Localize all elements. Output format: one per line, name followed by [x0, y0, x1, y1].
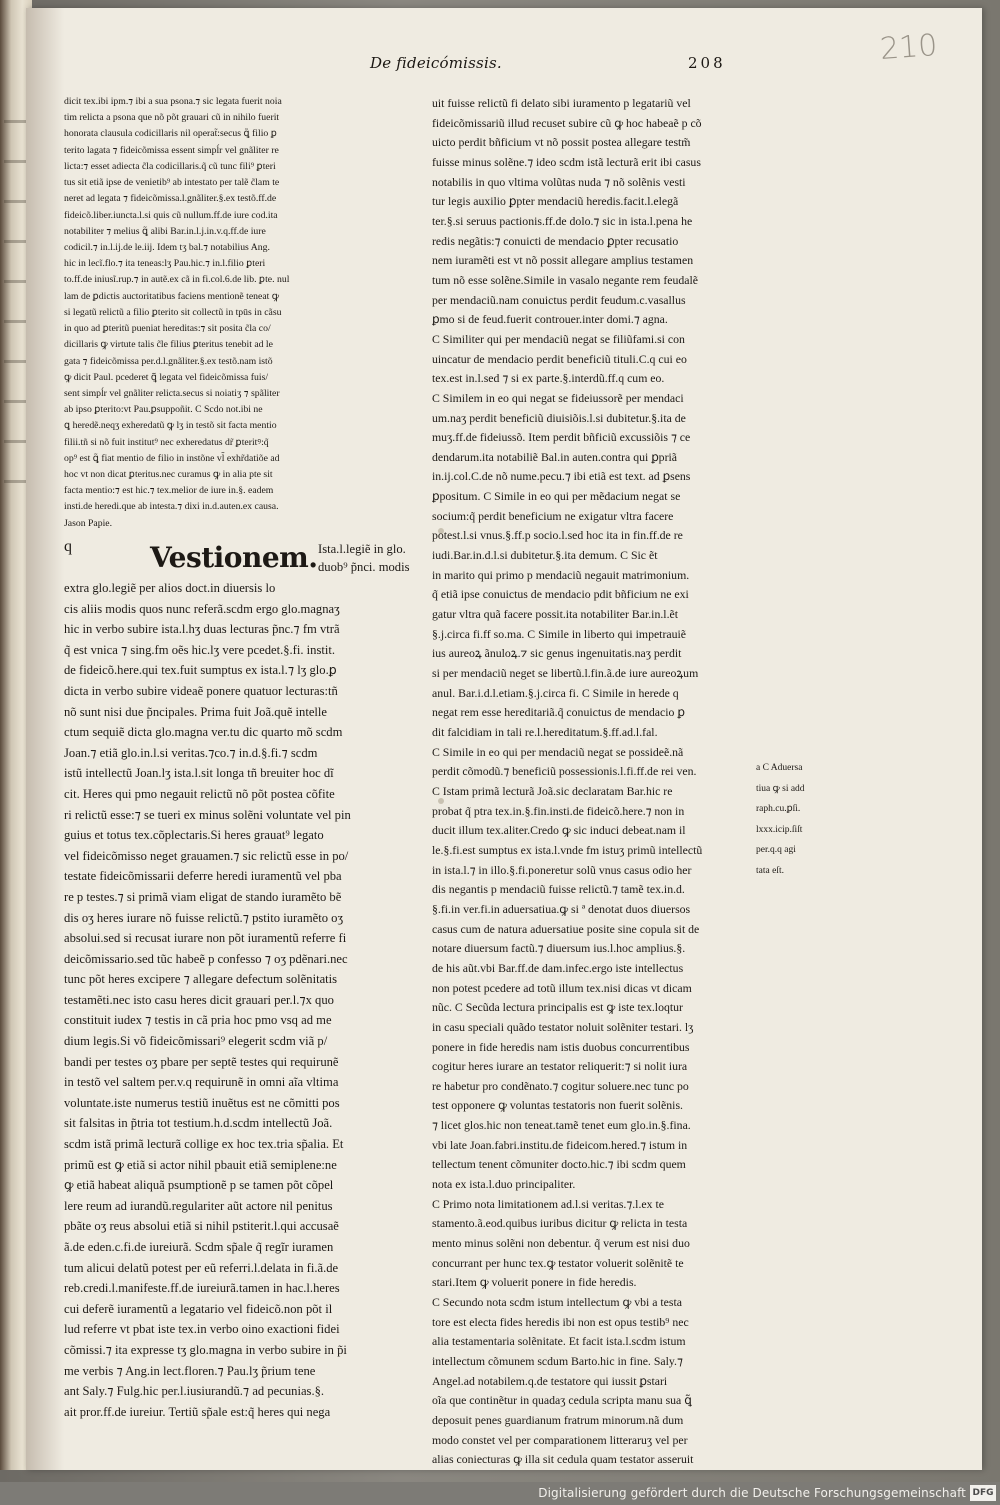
text-line: ꝑmo si de feud.fuerit controuer.inter domi.⁊ agna.: [432, 312, 668, 327]
text-line: oĩa que continẽtur in quadaʒ cedula scripta manu sua ꝗ̃: [432, 1393, 692, 1408]
text-line: sit falsitas in p̃tria tot testium.h.d.scdm intellectũ Joã.: [64, 1116, 333, 1131]
text-line: absolui.sed si recusat iurare non põt iuramentũ referre fi: [64, 931, 347, 946]
text-line: ꝙ dicit Paul. pcederet ꝗ̃ legata vel fideicõmissa fuis/: [64, 371, 269, 383]
text-line: le.§.fi.est sumptus ex ista.l.vnde fm istuʒ primũ intellectũ: [432, 842, 703, 857]
text-line: probat q̃ ptra tex.in.§.fin.insti.de fideicõ.here.⁊ non in: [432, 803, 685, 818]
text-line: me verbis ⁊ Ang.in lect.floren.⁊ Pau.lʒ p̃rium tene: [64, 1363, 316, 1378]
text-line: C Istam primã lecturã Joã.sic declaratam Bar.hic re: [432, 783, 673, 798]
text-line: cogitur heres iurare an testator reliquerit:⁊ si nolit iura: [432, 1059, 688, 1074]
text-line: tore est electa fides heredis ibi non est opus testib⁹ nec: [432, 1314, 689, 1329]
text-line: de his aũt.vbi Bar.ff.de dam.infec.ergo iste intellectus: [432, 960, 684, 975]
text-line: guius et totus tex.cõplectaris.Si heres grauat⁹ legato: [64, 828, 324, 843]
text-line: q̃ etiã ipse conuictus de mendacio pdit bñficium ne exi: [432, 587, 689, 602]
text-line: hic in verbo subire ista.l.hʒ duas lecturas p̃nc.⁊ fm vtrã: [64, 622, 340, 637]
text-line: ꝙ etiã habeat aliquã psumptionẽ p se tamen põt cõpel: [64, 1178, 334, 1193]
text-line: C Simile in eo qui per mendaciũ negat se possideẽ.nã: [432, 744, 684, 759]
text-line: mento minus solẽni non debentur. q̃ verum est nisi duo: [432, 1236, 690, 1251]
text-line: dicit tex.ibi ipm.⁊ ibi a sua psona.⁊ sic legata fuerit noia: [64, 96, 282, 107]
text-line: fideicõmissariũ illud recuset subire cũ ꝙ hoc habeaẽ p cõ: [432, 115, 702, 130]
text-line: modo constet vel per comparationem litteraruʒ vel per: [432, 1432, 688, 1447]
text-line: gata ⁊ fideicõmissa per.d.l.gnãliter.§.ex testõ.nam istõ: [64, 355, 273, 367]
text-line: alia testamentaria solẽnitate. Et facit ista.l.scdm istum: [432, 1334, 686, 1349]
text-line: filii.tñ si nõ fuit institut⁹ nec exheredatus dr̃ ꝑteritꝰ:q̃: [64, 436, 269, 448]
text-line: dendarum.ita notabiliẽ Bal.in auten.contra qui ꝑpriã: [432, 449, 677, 464]
text-line: nota ex ista.l.duo principaliter.: [432, 1177, 576, 1192]
text-line: pbãte oʒ reus absolui etiã si nihil pstiterit.l.qui accusaẽ: [64, 1219, 339, 1234]
text-line: ab ipso ꝑterito:vt Pau.ꝑsuppoñit. C Scdo not.ibi ne: [64, 404, 263, 416]
text-line: nem iuramẽti est vt nõ possit allegare amplius testamen: [432, 253, 694, 268]
text-line: C Primo nota limitationem ad.l.si veritas.⁊.l.ex te: [432, 1196, 664, 1211]
text-line: primũ est ꝙ etiã si actor nihil pbauit etiã semiplene:ne: [64, 1157, 337, 1172]
text-line: ius aureoꝝ ãnuloꝝ.⁊ sic genus ingenuitatis.naʒ perdit: [432, 646, 682, 661]
text-line: tum nõ esse solẽne.Simile in vasalo negante rem feudalẽ: [432, 272, 698, 287]
text-line: hic in lecĩ.flo.⁊ ita teneas:lʒ Pau.hic.⁊ in.l.filio ꝑteri: [64, 258, 266, 270]
text-line: tunc põt heres excipere ⁊ allegare defectum solẽnitatis: [64, 972, 338, 987]
text-line: socium:q̃ perdit beneficium ne exigatur vltra facere: [432, 508, 674, 523]
text-line: vel fideicõmisso neget grauamen.⁊ sic relictũ esse in po/: [64, 848, 349, 863]
text-line: bandi per testes oʒ pbare per septẽ testes qui requirunẽ: [64, 1054, 339, 1069]
text-line: dium legis.Si võ fideicõmissari⁹ elegerit scdm viã p/: [64, 1034, 328, 1049]
text-line: in marito qui primo p mendaciũ negauit matrimonium.: [432, 567, 690, 582]
text-line: in quo ad ꝑteritũ pueniat hereditas:⁊ sit posita c̃la co/: [64, 323, 271, 335]
text-line: scdm istã primã lecturã collige ex hoc tex.tria sp̃alia. Et: [64, 1137, 344, 1152]
text-line: sent simpĺr vel gnãliter relicta.secus si noiatiʒ ⁊ spãliter: [64, 387, 280, 399]
text-line: si per mendaciũ neget se libertũ.l.fin.ã.de iure aureoꝝum: [432, 666, 699, 681]
text-line: ⁊ licet glos.hic non teneat.tamẽ tenet eum glo.in.§.fina.: [432, 1118, 691, 1133]
text-line: tus sit etiã ipse de venietib⁹ ab intestato per talẽ c̃lam te: [64, 177, 280, 189]
text-line: negat rem esse hereditariã.q̃ conuictus de mendacio ꝑ: [432, 705, 685, 720]
text-line: §.fi.in ver.fi.in aduersatiua.ꝙ si ª denotat duos diuersos: [432, 901, 691, 916]
text-line: tata eſt.: [756, 865, 784, 876]
text-line: a C Aduersa: [756, 763, 803, 773]
text-line: fideicõ.liber.iuncta.l.si quis cũ nullum.ff.de iure cod.ita: [64, 209, 278, 221]
text-line: honorata clausula codicillaris nil operat̃:secus ꝗ̃ filio ꝑ: [64, 128, 277, 140]
guide-letter: q: [64, 538, 72, 555]
text-line: in.ij.col.C.de nõ nume.pecu.⁊ ibi etiã est text. ad ꝑsens: [432, 469, 691, 484]
text-line: reb.credi.l.manifeste.ff.de iureiurã.tamen in hac.l.heres: [64, 1281, 340, 1296]
text-line: ꝑpositum. C Simile in eo qui per mẽdacium negat se: [432, 489, 681, 504]
text-line: uit fuisse relictũ fi delato sibi iuramento p legatariũ vel: [432, 96, 691, 110]
text-line: intellectum cõmunem scdum Barto.hic in fine. Saly.⁊: [432, 1354, 683, 1368]
text-line: cit. Heres qui pmo negauit relictũ nõ põt postea cõfite: [64, 786, 335, 801]
text-line: vbi late Joan.fabri.institu.de fideicom.hered.⁊ istum in: [432, 1137, 688, 1152]
text-line: ter.§.si seruus pactionis.ff.de dolo.⁊ sic in ista.l.pena he: [432, 213, 693, 228]
pencil-folio-number: 210: [878, 28, 939, 67]
text-line: perdit cõmodũ.⁊ beneficiũ possessionis.l.fi.ff.de rei ven.: [432, 764, 697, 779]
text-line: deposuit penes guardianum fratrum minorum.nã dum: [432, 1412, 684, 1427]
text-line: uincatur de mendacio perdit beneficiũ tituli.C.q cui eo: [432, 351, 687, 366]
text-line: um.naʒ perdit beneficiũ diuisiõis.l.si dubitetur.§.ita de: [432, 410, 686, 425]
text-line: op⁹ est ꝗ̃ fiat mentio de filio in instõne vl̃ exhr̃datiõe ad: [64, 452, 280, 464]
text-line: per mendaciũ.nam conuictus perdit feudum.c.vasallus: [432, 292, 686, 307]
initial-word: Vestionem.: [150, 541, 318, 574]
text-line: testate fideicõmissarii deferre heredi iuramentũ vel pba: [64, 869, 342, 884]
text-line: neret ad legata ⁊ fideicõmissa.l.gnãliter.§.ex testõ.ff.de: [64, 193, 277, 205]
text-line: lud referre vt pbat iste tex.in verbo oino exactioni fidei: [64, 1322, 340, 1337]
text-line: ait pror.ff.de iureiur. Tertiũ sp̃ale est:q̃ heres qui nega: [64, 1404, 331, 1419]
text-line: licta:⁊ esset adiecta c̃la codicillaris.q̃ cũ tunc fili⁹ ꝑteri: [64, 160, 276, 172]
text-line: ducit illum tex.aliter.Credo ꝙ sic induci debeat.nam il: [432, 823, 686, 838]
text-line: redis negãtis:⁊ conuicti de mendacio ꝑpter recusatio: [432, 233, 679, 248]
text-line: alias coniecturas ꝙ illa sit cedula quam testator asseruit: [432, 1452, 694, 1467]
text-line: dicillaris ꝙ virtute talis c̃le filius ꝑteritus tenebit ad le: [64, 339, 273, 351]
text-line: ã.de eden.c.fi.de iureiurã. Scdm sp̃ale q̃ regĩr iuramen: [64, 1240, 334, 1254]
folio-number: 208: [688, 54, 726, 72]
text-line: uicto perdit bñficium vt nõ possit postea allegare testm̃: [432, 135, 691, 150]
text-line: deicõmissario.sed tũc habeẽ p confesso ⁊ oʒ pdẽnari.nec: [64, 951, 348, 966]
text-line: testamẽti.nec isto casu heres dicit grauari per.l.⁊x quo: [64, 992, 334, 1007]
text-line: stamento.ã.eod.quibus iuribus dicitur ꝙ relicta in testa: [432, 1216, 688, 1231]
text-line: ri relictũ esse:⁊ se tueri ex minus solẽni voluntate vel pin: [64, 807, 351, 822]
right-text-column: [432, 94, 772, 1470]
text-line: cui deferẽ iuramentũ a legatario vel fideicõ.non põt il: [64, 1301, 333, 1316]
text-line: extra glo.legiẽ per alios doct.in diuersis lo: [64, 581, 276, 595]
text-line: lere reum ad iurandũ.regulariter aũt actore nil penitus: [64, 1198, 333, 1213]
dfg-logo: DFG: [970, 1485, 996, 1501]
text-line: Joan.⁊ etiã glo.in.l.si veritas.⁊co.⁊ in.d.§.fi.⁊ scdm: [64, 745, 318, 760]
text-line: de fideicõ.here.qui tex.fuit sumptus ex ista.l.⁊ lʒ glo.ꝑ: [64, 663, 337, 678]
text-line: notabiliter ⁊ melius ꝗ̃ alibi Bar.in.l.j.in.v.q.ff.de iure: [64, 225, 266, 237]
text-line: voluntate.iste numerus testiũ inuẽtus est ne cõmitti pos: [64, 1095, 340, 1110]
text-line: dis oʒ heres iurare nõ fuisse relictũ.⁊ pstito iuramẽto oʒ: [64, 910, 344, 925]
text-line: nũc. C Secũda lectura principalis est ꝙ iste tex.loqtur: [432, 1000, 683, 1015]
text-line: in casu speciali quãdo testator noluit solẽniter testari. lʒ: [432, 1019, 694, 1034]
text-line: cõmissi.⁊ ita expresse tʒ glo.magna in verbo subire in p̃i: [64, 1342, 347, 1357]
text-line: stari.Item ꝙ voluerit ponere in fide heredis.: [432, 1275, 637, 1290]
text-line: tum alicui delatũ potest per eũ referri.l.delata in fi.ã.de: [64, 1260, 339, 1275]
text-line: cis aliis modis quos nunc referã.scdm ergo glo.magnaʒ: [64, 601, 340, 616]
text-line: per.q.q agi: [756, 845, 796, 856]
text-line: nõ sunt nisi due p̃ncipales. Prima fuit Joã.quẽ intelle: [64, 704, 328, 719]
marginal-note: [756, 762, 826, 886]
text-line: potest.l.si vnus.§.ff.p socio.l.sed hoc ita in fin.ff.de re: [432, 528, 683, 543]
text-line: C Similiter qui per mendaciũ negat se filiũfami.si con: [432, 331, 685, 346]
text-line: istũ intellectũ Joan.lʒ ista.l.sit longa tñ breuiter hoc dĩ: [64, 766, 334, 781]
text-line: tur legis auxilio ꝑpter mendaciũ heredis.facit.l.elegã: [432, 194, 679, 209]
text-line: codicil.⁊ in.l.ij.de le.iij. Idem tʒ bal.⁊ notabilius Ang.: [64, 241, 270, 253]
text-line: tellectum tenent cõmuniter docto.hic.⁊ ibi scdm quem: [432, 1157, 686, 1172]
text-line: C Similem in eo qui negat se fideiussorẽ per mendaci: [432, 390, 684, 405]
text-line: in ista.l.⁊ in illo.§.fi.poneretur solũ vnus casus odio her: [432, 862, 692, 877]
text-line: casus cum de natura aduersatiue posite sine copula sit de: [432, 921, 700, 936]
text-line: facta mentio:⁊ est hic.⁊ tex.melior de iure in.§. eadem: [64, 485, 274, 497]
text-line: si legatũ relictũ a filio ꝑterito sit collectũ in tpūs in cãsu: [64, 306, 282, 318]
text-line: ꝗ heredẽ.neqʒ exheredatũ ꝙ lʒ in testõ sit facta mentio: [64, 420, 277, 432]
text-line: dit falcidiam in tali re.l.hereditatum.§.ff.ad.l.fal.: [432, 725, 658, 739]
text-line: to.ff.de iniusĩ.rup.⁊ in autẽ.ex cã in fi.col.6.de lib. ꝑte. nul: [64, 274, 290, 286]
text-line: notare diuersum factũ.⁊ diuersum ius.l.hoc amplius.§.: [432, 941, 686, 956]
text-line: §.j.circa fi.ff so.ma. C Simile in liberto qui impetrauiẽ: [432, 626, 687, 641]
text-line: insti.de heredi.que ab intesta.⁊ dixi in.d.auten.ex causa.: [64, 501, 279, 513]
running-title: De fideicómissis.: [370, 54, 502, 72]
text-line: test opponere ꝙ voluntas testatoris non fuerit solẽnis.: [432, 1098, 683, 1113]
text-line: C Secundo nota scdm istum intellectum ꝙ vbi a testa: [432, 1295, 682, 1310]
text-line: Jason Papie.: [64, 517, 113, 529]
text-line: re p testes.⁊ si primã viam eligat de stando iuramẽto bẽ: [64, 889, 342, 904]
text-line: terito lagata ⁊ fideicõmissa essent simpĺr vel gnãliter re: [64, 144, 279, 156]
text-line: fuisse minus solẽne.⁊ ideo scdm istã lecturã erit ibi casus: [432, 154, 701, 169]
text-line: dis negantis p mendaciũ fuisse relictũ.⁊ tamẽ tex.in.d.: [432, 882, 685, 897]
text-line: in testõ vel saltem per.v.q requirunẽ in omni aĩa vltima: [64, 1075, 339, 1090]
text-line: ctum sequiẽ dicta glo.magna ver.tu dic quarto mõ scdm: [64, 725, 343, 740]
text-line: non potest pcedere ad totũ illum tex.nisi dicas vt dicam: [432, 980, 692, 995]
text-line: anul. Bar.i.d.l.etiam.§.j.circa fi. C Simile in herede q: [432, 685, 679, 700]
heading-continuation: [318, 540, 410, 576]
text-line: Angel.ad notabilem.q.de testatore qui iussit ꝑstari: [432, 1373, 668, 1388]
text-line: lxxx.icip.ſiſt: [756, 824, 803, 835]
text-line: dicta in verbo subire videaẽ ponere quatuor lecturas:tñ: [64, 683, 338, 698]
text-line: iudi.Bar.in.d.l.si dubitetur.§.ita demum. C Sic ẽt: [432, 548, 658, 563]
text-line: tiua ꝙ si add: [756, 783, 805, 794]
text-line: gatur vltra quã facere possit.ita notabiliter Bar.in.l.ẽt: [432, 607, 679, 622]
text-line: constituit iudex ⁊ testis in cã pria hoc pmo vsq ad me: [64, 1013, 332, 1028]
text-line: hoc vt non dicat ꝑteritus.nec curamus ꝙ in alia pte sit: [64, 469, 273, 481]
question-heading: [64, 538, 414, 576]
text-line: muʒ.ff.de fideiussõ. Item perdit bñficiũ excussiõis ⁊ ce: [432, 430, 691, 445]
text-line: q̃ est vnica ⁊ sing.fm oẽs hic.lʒ vere pcedet.§.fi. instit.: [64, 642, 336, 657]
text-line: tim relicta a psona que nõ põt grauari cũ in nihilo fuerit: [64, 112, 280, 124]
text-line: duob⁹ p̃nci. modis: [318, 560, 410, 574]
text-line: lam de ꝑdictis auctoritatibus faciens mentionẽ teneat ꝙ: [64, 290, 280, 302]
text-line: ponere in fide heredis nam istis duobus concurrentibus: [432, 1039, 690, 1054]
left-text-column: [64, 94, 414, 532]
text-line: raph.cu.ꝑſi.: [756, 804, 801, 815]
text-line: Ista.l.legiẽ in glo.: [318, 542, 406, 556]
text-line: re habetur pro condẽnato.⁊ cogitur soluere.nec tunc po: [432, 1078, 689, 1093]
digitization-credit: Digitalisierung gefördert durch die Deutsche Forschungsgemeinschaft: [538, 1486, 966, 1500]
text-line: ant Saly.⁊ Fulg.hic per.l.iusiurandũ.⁊ ad pecunias.§.: [64, 1384, 325, 1399]
left-text-column-continued: [64, 578, 414, 1422]
text-line: tex.est in.l.sed ⁊ si ex parte.§.interdũ.ff.q cum eo.: [432, 371, 665, 386]
text-line: notabilis in quo vltima volũtas nuda ⁊ nõ solẽnis vesti: [432, 174, 686, 189]
text-line: concurrant per hunc tex.ꝙ testator voluerit solẽnitẽ te: [432, 1255, 684, 1270]
